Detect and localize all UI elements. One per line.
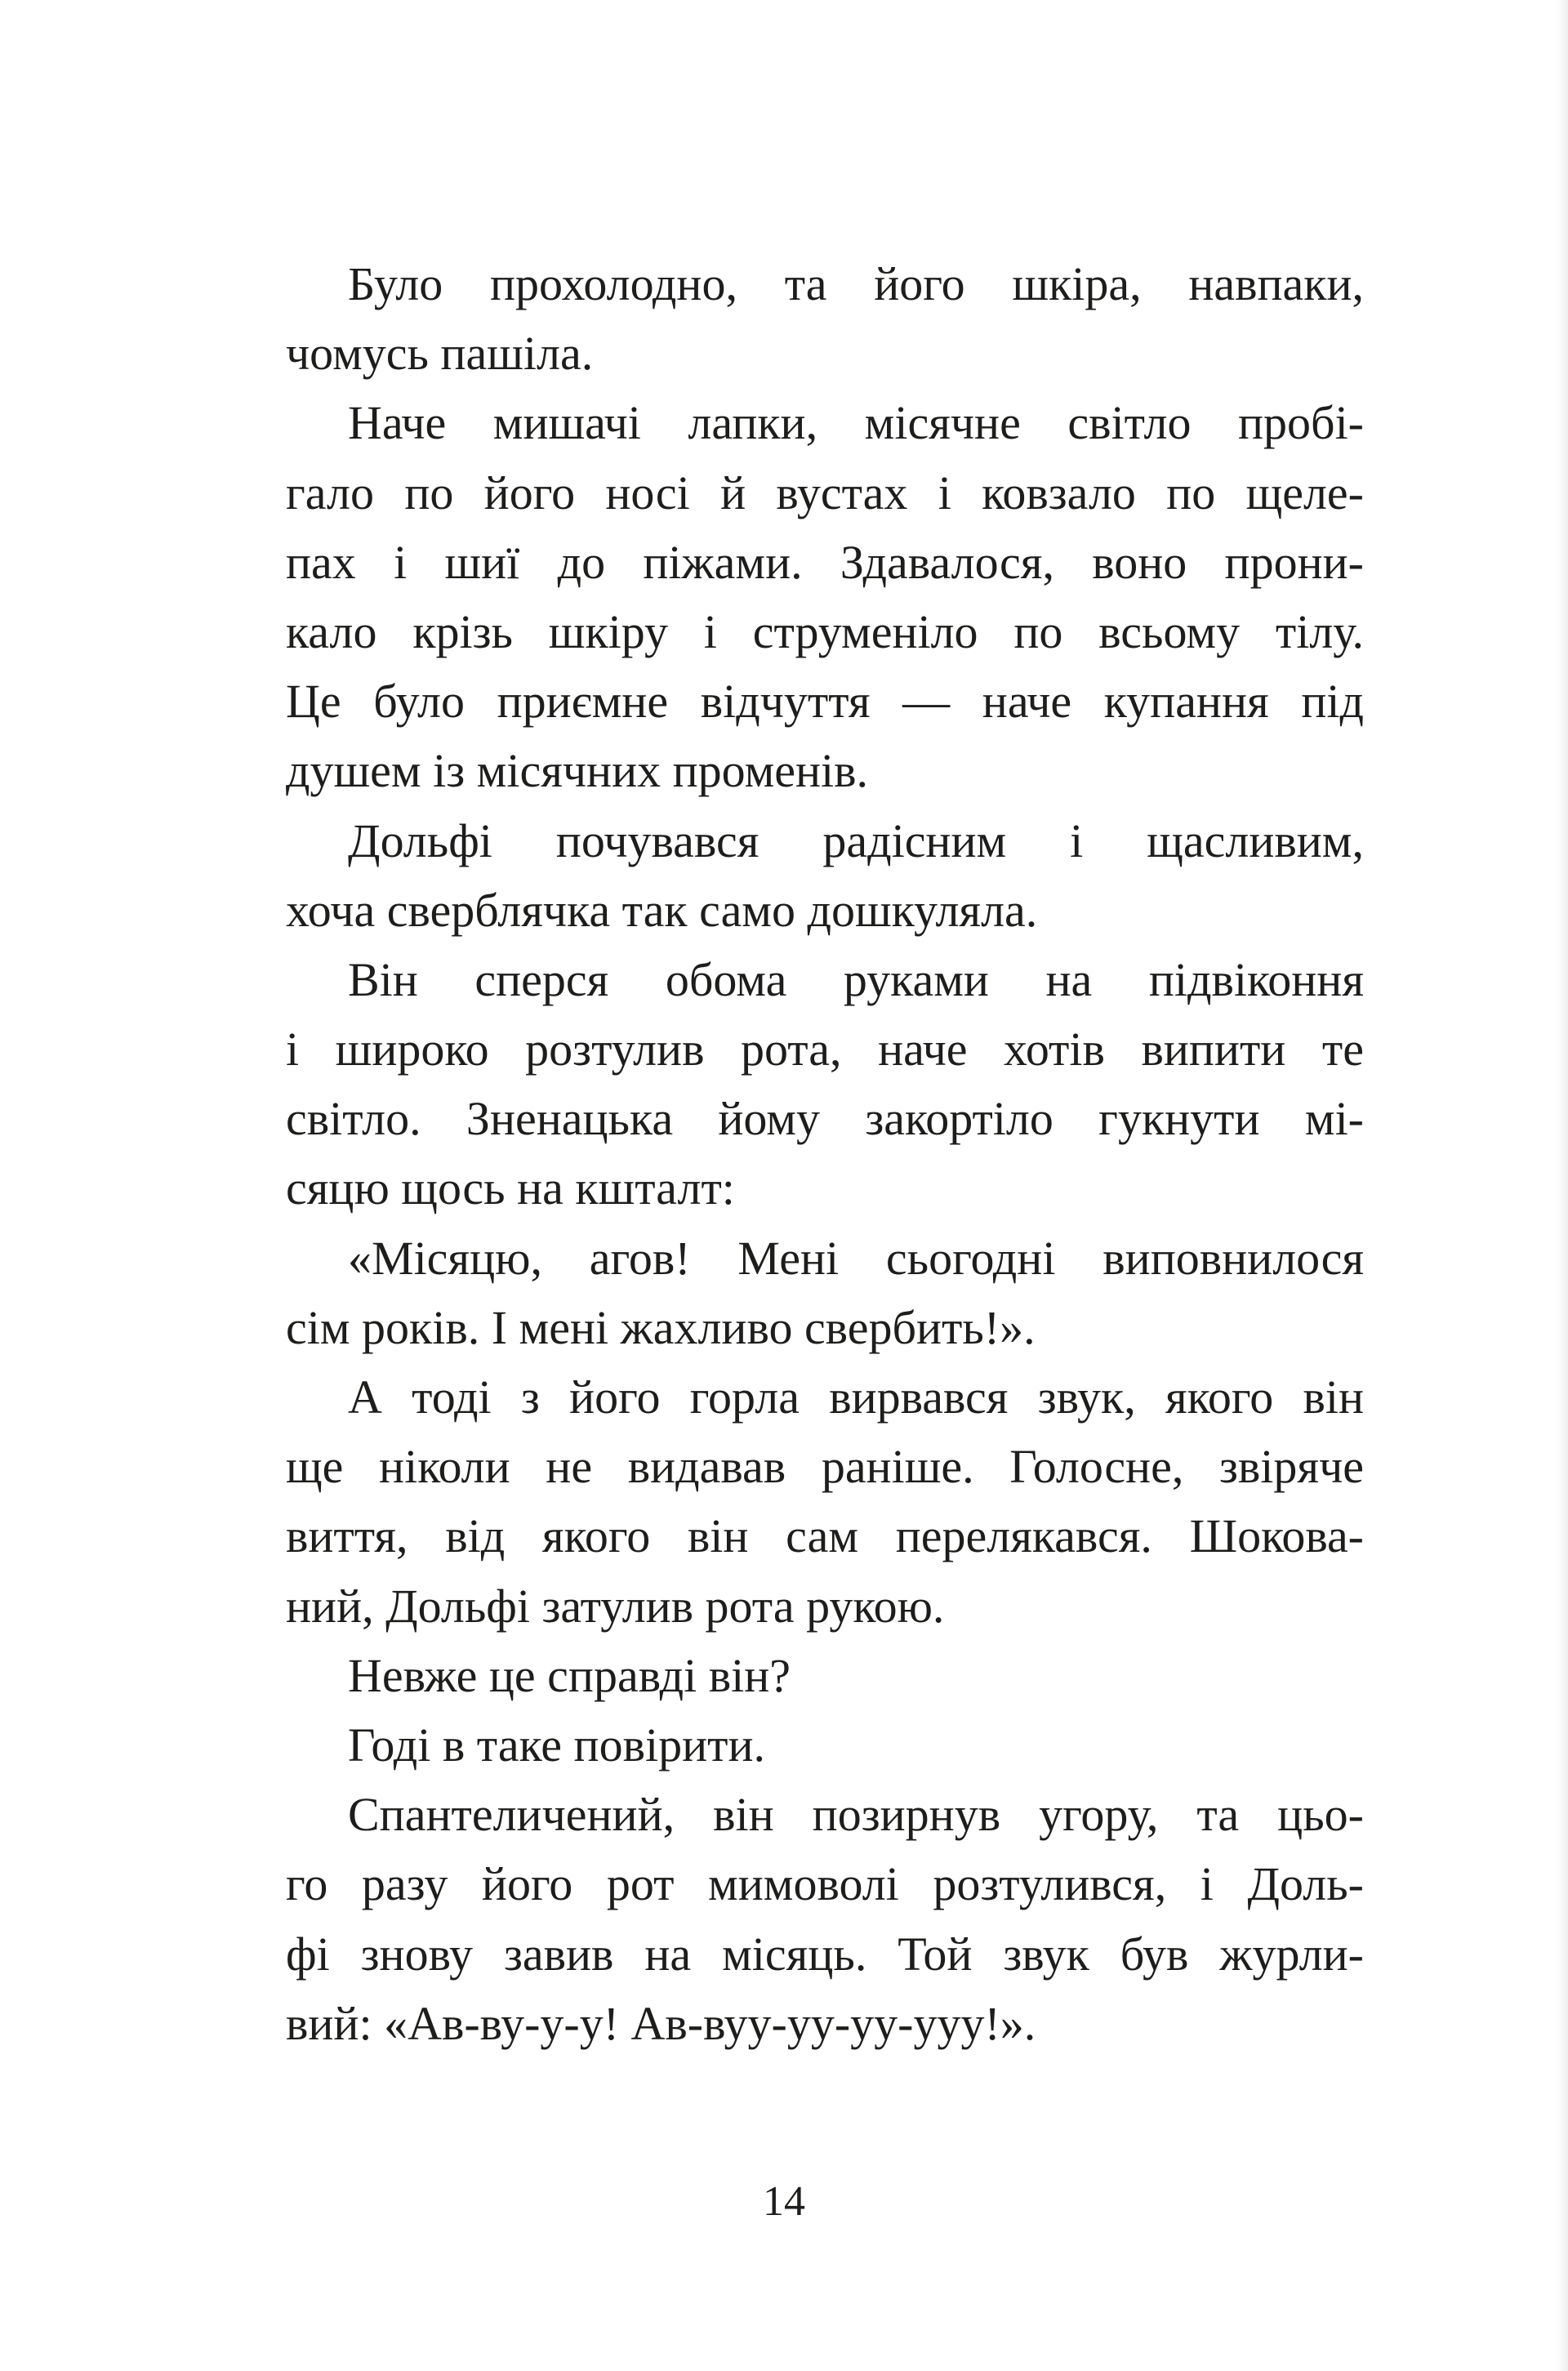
text-line: Дольфі почувався радісним і щасливим, [348,813,1364,867]
text-line: Годі в таке повірити. [348,1718,766,1772]
text-line: А тоді з його горла вирвався звук, якого він [348,1370,1364,1424]
text-line: Спантеличений, він позирнув угору, та цьо- [348,1788,1364,1842]
text-line: сяцю щось на кшталт: [286,1161,735,1215]
text-line: пах і шиї до піжами. Здавалося, воно прони- [286,535,1364,589]
text-line: Було прохолодно, та його шкіра, навпаки, [348,257,1364,310]
text-line: Наче мишачі лапки, місячне світло пробі- [348,396,1364,450]
text-line: Це було приємне відчуття — наче купання під [286,675,1364,729]
text-line: світло. Зненацька йому закортіло гукнути мі- [286,1092,1364,1146]
text-line: ний, Дольфі затулив рота рукою. [286,1579,945,1633]
text-line: чомусь пашіла. [286,327,594,381]
text-line: «Місяцю, агов! Мені сьогодні виповнилося [348,1231,1364,1285]
text-line: вий: «Ав-ву-у-у! Ав-вуу-уу-уу-ууу!». [286,1996,1036,2050]
page-text [286,249,1364,2058]
text-line: ще ніколи не видавав раніше. Голосне, звіряче [286,1440,1364,1494]
page-number: 14 [763,2178,805,2225]
text-line: душем із місячних променів. [286,744,869,798]
text-line: Невже це справді він? [348,1648,791,1702]
text-line: Він сперся обома руками на підвіконня [348,952,1364,1006]
text-line: хоча сверблячка так само дошкуляла. [286,883,1038,937]
text-line: фі знову завив на місяць. Той звук був журли- [286,1927,1364,1981]
text-line: сім років. І мені жахливо свербить!». [286,1300,1036,1354]
page-edge-shadow [1557,0,1568,2371]
text-line: гало по його носі й вустах і ковзало по щеле- [286,466,1364,519]
text-line: го разу його рот мимоволі розтулився, і Доль- [286,1857,1364,1911]
text-line: кало крізь шкіру і струменіло по всьому тілу. [286,604,1364,658]
text-line: виття, від якого він сам перелякався. Шокова- [286,1509,1364,1563]
text-line: і широко розтулив рота, наче хотів випити те [286,1023,1364,1076]
